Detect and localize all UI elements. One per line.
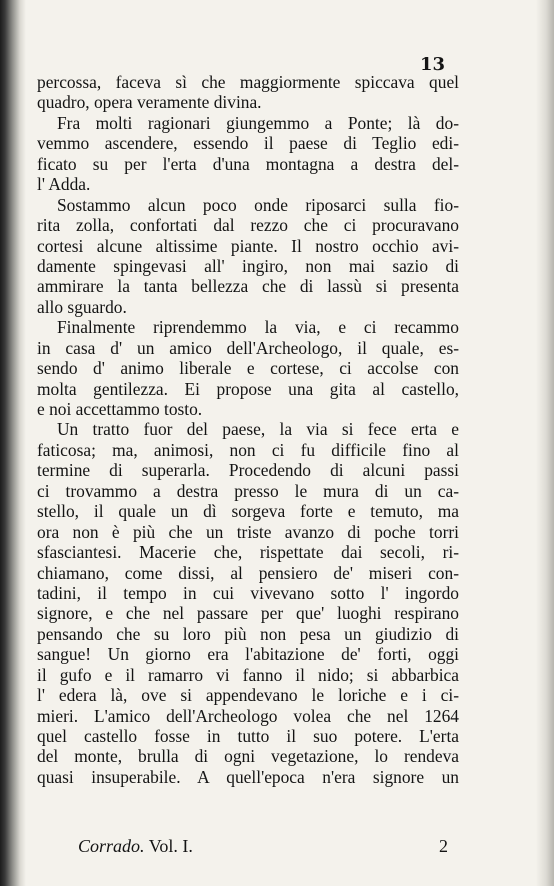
text-line: sfasciantesi. Macerie che, rispettate dai secoli, ri- xyxy=(37,542,459,563)
text-line: in casa d' un amico dell'Archeologo, il quale, es- xyxy=(37,337,459,358)
text-line: e noi accettammo tosto. xyxy=(37,399,203,419)
text-line: del monte, brulla di ogni vegetazione, lo rendeva xyxy=(37,746,459,767)
volume-label: Vol. I. xyxy=(148,836,193,856)
text-line: il gufo e il ramarro vi fanno il nido; si abbarbica xyxy=(37,664,459,685)
work-title: Corrado. xyxy=(78,836,145,856)
text-line: ci trovammo a destra presso le mura di un ca- xyxy=(37,480,459,501)
text-line: Un tratto fuor del paese, la via si fece erta e xyxy=(57,419,459,440)
text-line: rita zolla, confortati dal rezzo che ci procuravano xyxy=(37,215,459,236)
text-line: stello, il quale un dì sorgeva forte e temuto, ma xyxy=(37,501,459,522)
text-line: signore, e che nel passare per que' luoghi respirano xyxy=(37,603,459,624)
text-line: ficato su per l'erta d'una montagna a destra del- xyxy=(37,153,459,174)
text-line: damente spingevasi all' ingiro, non mai sazio di xyxy=(37,255,459,276)
text-line: ora non è più che un triste avanzo di poche torri xyxy=(37,521,459,542)
text-line: l' edera là, ove si appendevano le loriche e i ci- xyxy=(37,685,459,706)
page-footer xyxy=(78,836,448,858)
page-number: 13 xyxy=(419,54,445,75)
sheet-number: 2 xyxy=(439,836,448,856)
text-line: quel castello fosse in tutto il suo potere. L'erta xyxy=(37,726,459,746)
text-line: faticosa; ma, animosi, non ci fu difficile fino al xyxy=(37,439,459,460)
text-line: l' Adda. xyxy=(37,174,91,195)
text-line: Fra molti ragionari giungemmo a Ponte; là do- xyxy=(57,112,459,133)
text-line: tadini, il tempo in cui vivevano sotto l' ingordo xyxy=(37,582,459,603)
text-line: percossa, faceva sì che maggiormente spiccava quel xyxy=(37,72,459,92)
text-line: sangue! Un giorno era l'abitazione de' forti, oggi xyxy=(37,644,459,665)
text-line: sendo d' animo liberale e cortese, ci accolse con xyxy=(37,358,459,379)
text-line: quadro, opera veramente divina. xyxy=(37,92,262,113)
text-line: molta gentilezza. Ei propose una gita al castello, xyxy=(37,378,459,399)
text-line: vemmo ascendere, essendo il paese di Teglio edi- xyxy=(37,133,459,154)
page-edge xyxy=(536,0,554,886)
text-line: cortesi alcune altissime piante. Il nostro occhio avi- xyxy=(37,235,459,256)
text-line: Finalmente riprendemmo la via, e ci recammo xyxy=(57,317,459,338)
binding-shadow xyxy=(0,0,26,886)
text-line: chiamano, come dissi, al pensiero de' miseri con- xyxy=(37,562,459,583)
text-line: quasi insuperabile. A quell'epoca n'era signore un xyxy=(37,766,459,787)
text-line: Sostammo alcun poco onde riposarci sulla fio- xyxy=(57,194,459,215)
body-text xyxy=(37,72,459,787)
text-line: pensando che su loro più non pesa un giudizio di xyxy=(37,623,459,644)
text-line: mieri. L'amico dell'Archeologo volea che nel 1264 xyxy=(37,705,459,726)
text-line: allo sguardo. xyxy=(37,296,127,317)
text-line: ammirare la tanta bellezza che di lassù si presenta xyxy=(37,276,459,297)
text-line: termine di superarla. Procedendo di alcuni passi xyxy=(37,460,459,481)
signature-mark xyxy=(78,836,193,857)
